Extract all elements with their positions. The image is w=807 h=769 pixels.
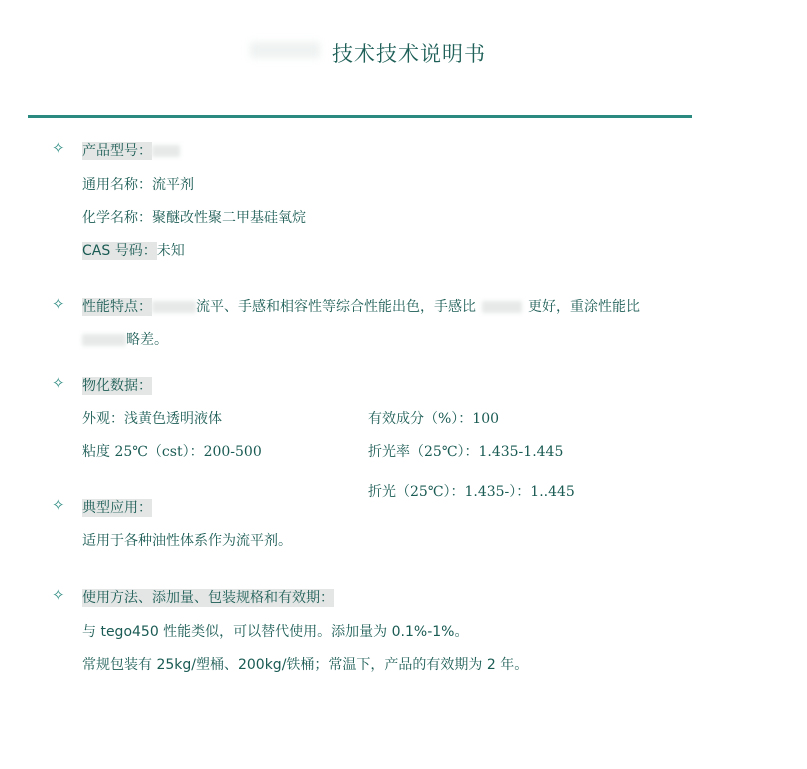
diamond-star-icon: ✧ <box>52 496 65 514</box>
diamond-star-icon: ✧ <box>52 139 65 157</box>
application-label: 典型应用： <box>82 500 152 516</box>
diamond-star-icon: ✧ <box>52 295 65 313</box>
usage-label: 使用方法、添加量、包装规格和有效期： <box>82 590 334 606</box>
features-line-2: 略差。 <box>82 329 168 349</box>
usage-line-1: 与 tego450 性能类似，可以替代使用。添加量为 0.1%-1%。 <box>82 624 469 640</box>
usage-line-2: 常规包装有 25kg/塑桶、200kg/铁桶；常温下，产品的有效期为 2 年。 <box>82 657 529 673</box>
diamond-star-icon: ✧ <box>52 586 65 604</box>
appearance: 外观：浅黄色透明液体 <box>82 411 222 427</box>
viscosity: 粘度 25℃（cst）：200-500 <box>82 444 262 460</box>
physical-label: 物化数据： <box>82 378 152 394</box>
title-divider <box>28 115 692 118</box>
chemical-name: 化学名称：聚醚改性聚二甲基硅氧烷 <box>82 210 306 226</box>
page-title: 技术技术说明书 <box>332 42 486 66</box>
product-model: 产品型号： <box>82 140 180 160</box>
redacted-logo <box>250 42 320 58</box>
features-line: 性能特点： 流平、手感和相容性等综合性能出色，手感比 更好，重涂性能比 <box>82 299 640 315</box>
common-name: 通用名称：流平剂 <box>82 177 194 193</box>
cas-number: CAS 号码：未知 <box>82 243 185 259</box>
refractive-index-2: 折光（25℃）：1.435-）：1..445 <box>368 484 575 500</box>
application-text: 适用于各种油性体系作为流平剂。 <box>82 533 292 549</box>
diamond-star-icon: ✧ <box>52 374 65 392</box>
refractive-index: 折光率（25℃）：1.435-1.445 <box>368 444 564 460</box>
effective-content: 有效成分（%）：100 <box>368 411 500 427</box>
